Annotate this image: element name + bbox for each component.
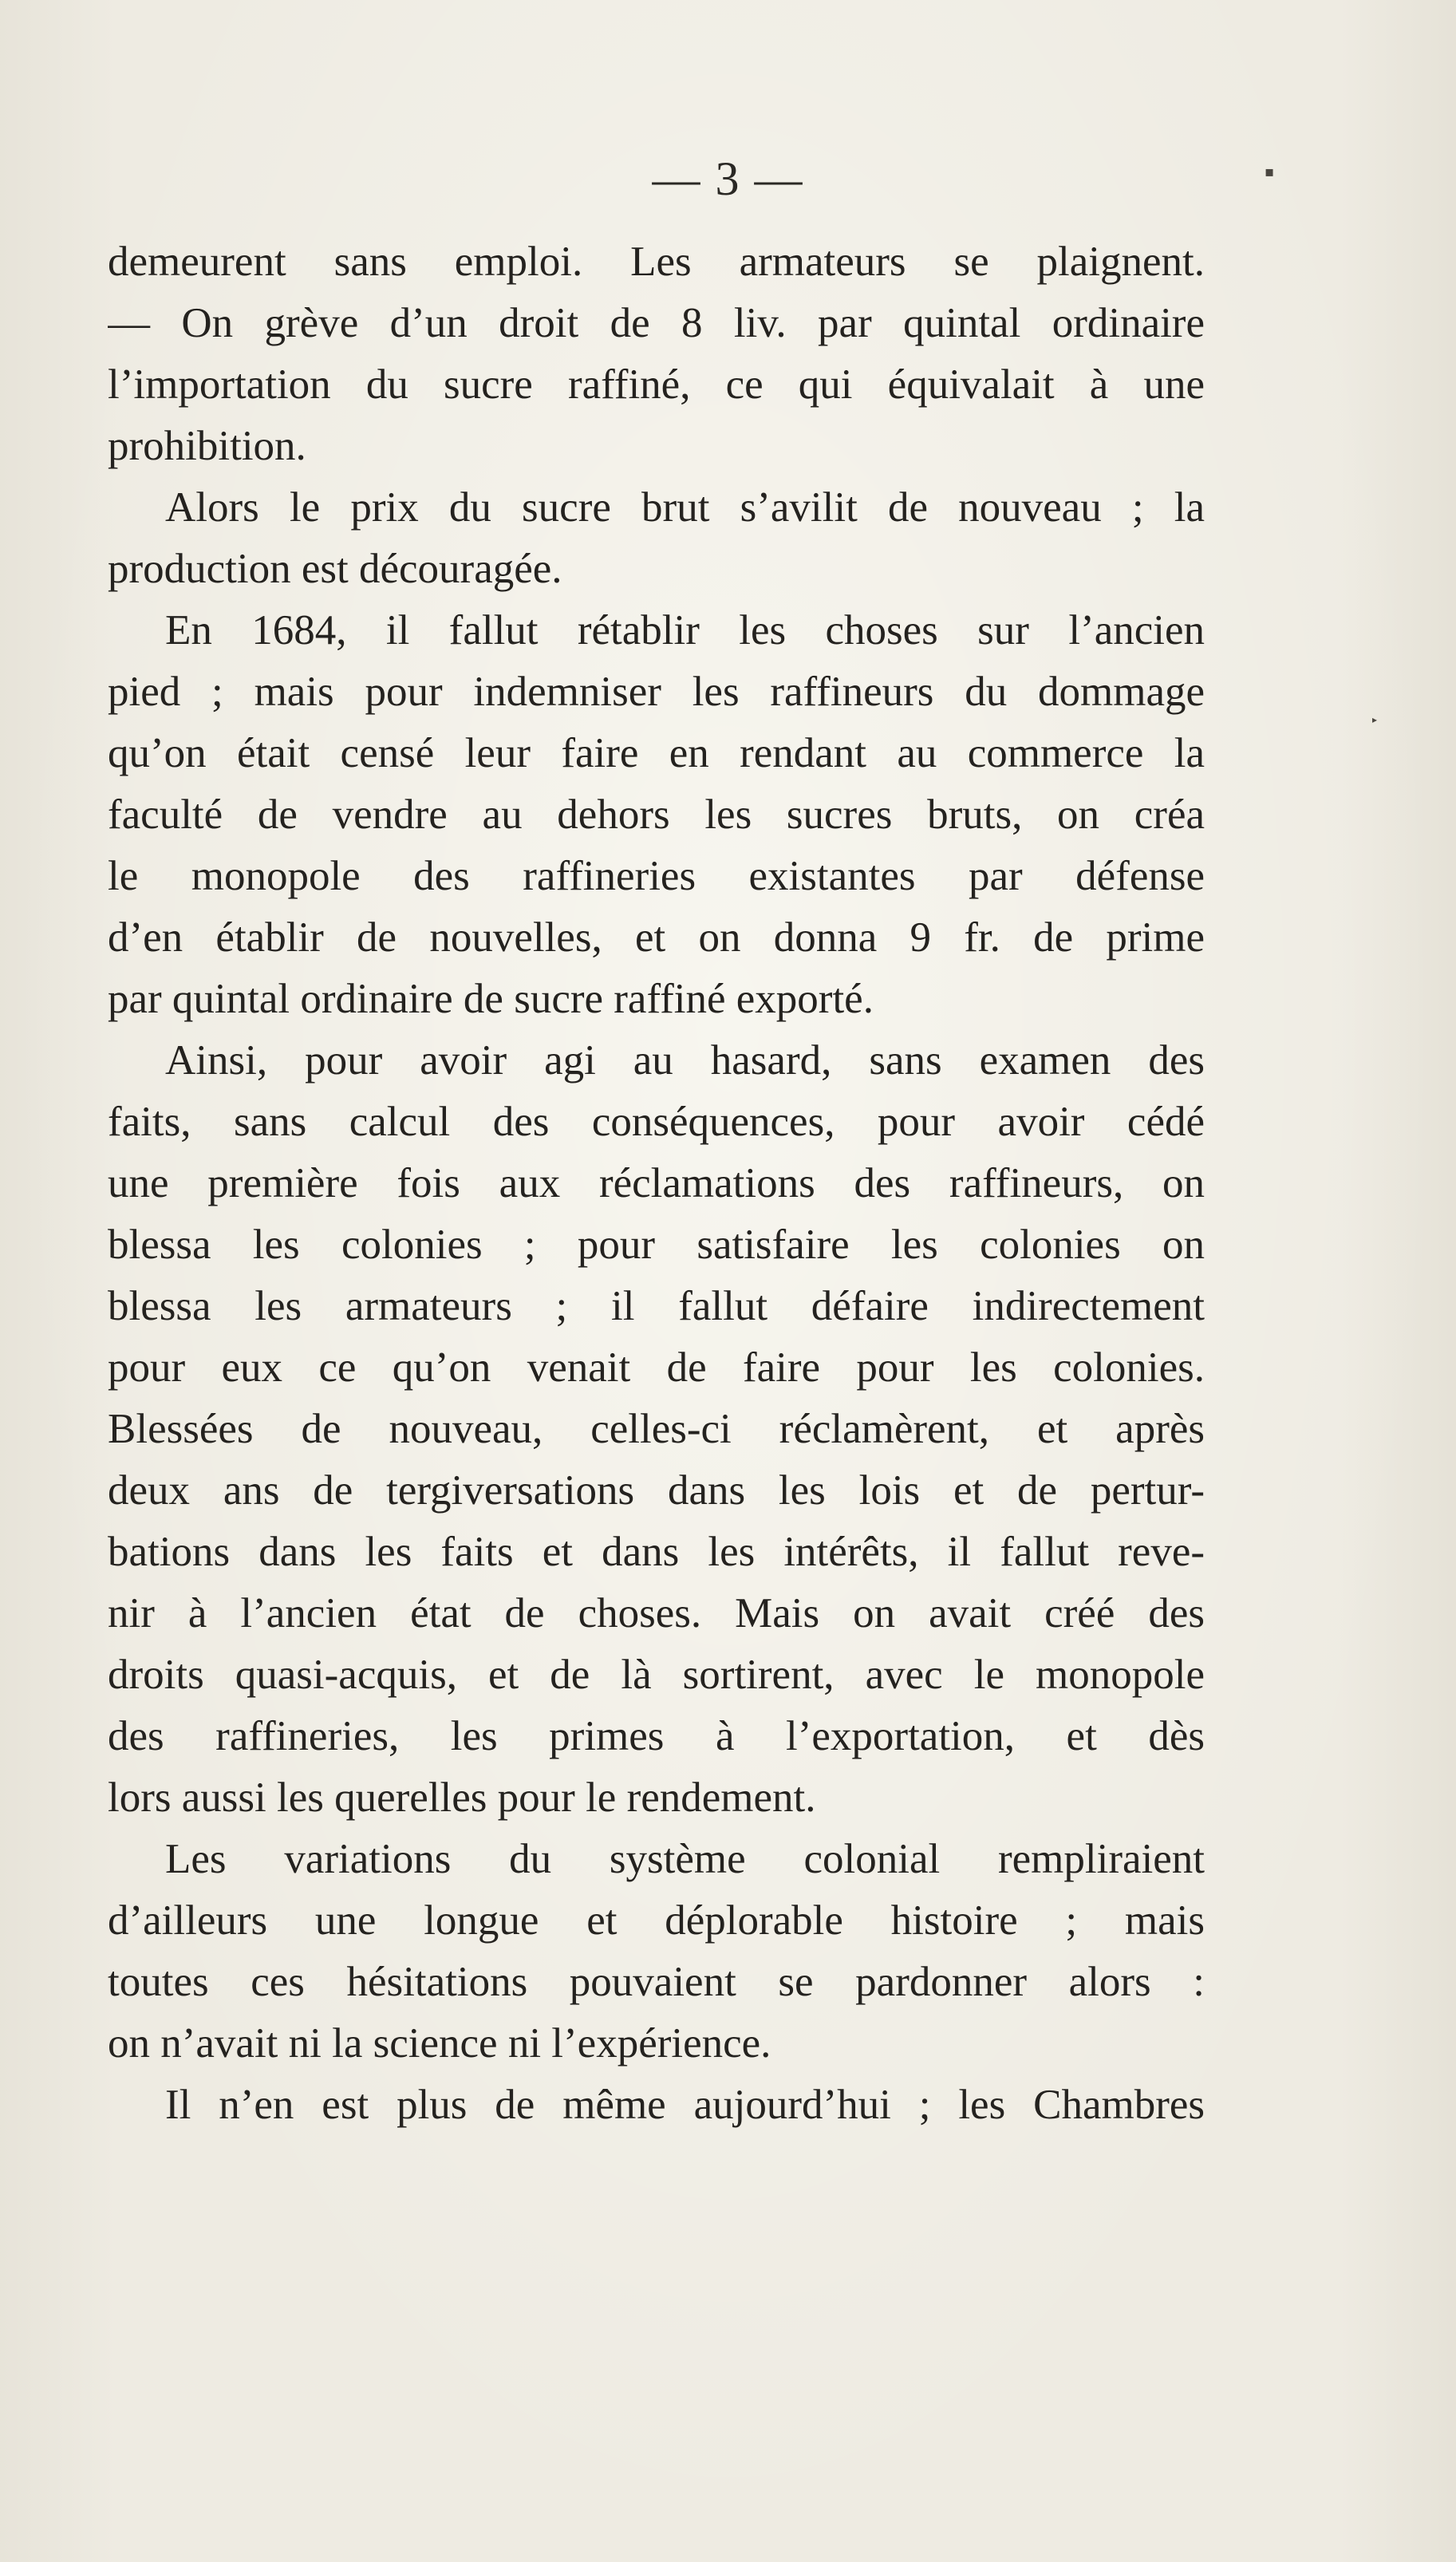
text-line: qu’on était censé leur faire en rendant au commerce la [108,730,1205,776]
text-line: des raffineries, les primes à l’exportation, et dès [108,1713,1205,1759]
text-line: faits, sans calcul des conséquences, pour avoir cédé [108,1099,1205,1145]
text-line: bations dans les faits et dans les intérêts, il fallut reve- [108,1529,1205,1575]
body-text [108,231,1205,2136]
page-number: — 3 — [652,152,804,205]
text-line: — On grève d’un droit de 8 liv. par quintal ordinaire [108,300,1205,346]
text-line: prohibition. [108,423,306,469]
text-line: d’ailleurs une longue et déplorable histoire ; mais [108,1897,1205,1944]
text-line: toutes ces hésitations pouvaient se pardonner alors : [108,1959,1205,2005]
text-line: pied ; mais pour indemniser les raffineurs du dommage [108,669,1205,715]
text-line: blessa les armateurs ; il fallut défaire indirectement [108,1283,1205,1329]
text-line: Ainsi, pour avoir agi au hasard, sans examen des [165,1037,1205,1084]
text-line: lors aussi les querelles pour le rendement. [108,1774,816,1821]
text-line: une première fois aux réclamations des raffineurs, on [108,1160,1205,1206]
text-line: nir à l’ancien état de choses. Mais on avait créé des [108,1590,1205,1636]
text-line: l’importation du sucre raffiné, ce qui équivalait à une [108,361,1205,408]
text-line: Les variations du système colonial rempliraient [165,1836,1205,1882]
text-line: En 1684, il fallut rétablir les choses sur l’ancien [165,607,1205,653]
text-line: pour eux ce qu’on venait de faire pour les colonies. [108,1344,1205,1391]
text-line: d’en établir de nouvelles, et on donna 9 fr. de prime [108,914,1205,961]
text-line: production est découragée. [108,546,562,592]
text-line: faculté de vendre au dehors les sucres bruts, on créa [108,791,1205,838]
text-line: demeurent sans emploi. Les armateurs se plaignent. [108,239,1205,285]
text-line: blessa les colonies ; pour satisfaire les colonies on [108,1222,1205,1268]
print-speck: ▸ [1372,714,1378,725]
text-line: droits quasi-acquis, et de là sortirent, avec le monopole [108,1652,1205,1698]
text-line: le monopole des raffineries existantes par défense [108,853,1205,899]
text-line: Alors le prix du sucre brut s’avilit de nouveau ; la [165,484,1205,531]
text-line: par quintal ordinaire de sucre raffiné exporté. [108,976,874,1022]
text-line: deux ans de tergiversations dans les lois et de pertur- [108,1467,1205,1514]
text-line: Blessées de nouveau, celles-ci réclamèrent, et après [108,1406,1205,1452]
text-line: Il n’en est plus de même aujourd’hui ; les Chambres [165,2082,1205,2128]
text-line: on n’avait ni la science ni l’expérience. [108,2020,771,2067]
print-speck: ▪ [1265,164,1275,180]
